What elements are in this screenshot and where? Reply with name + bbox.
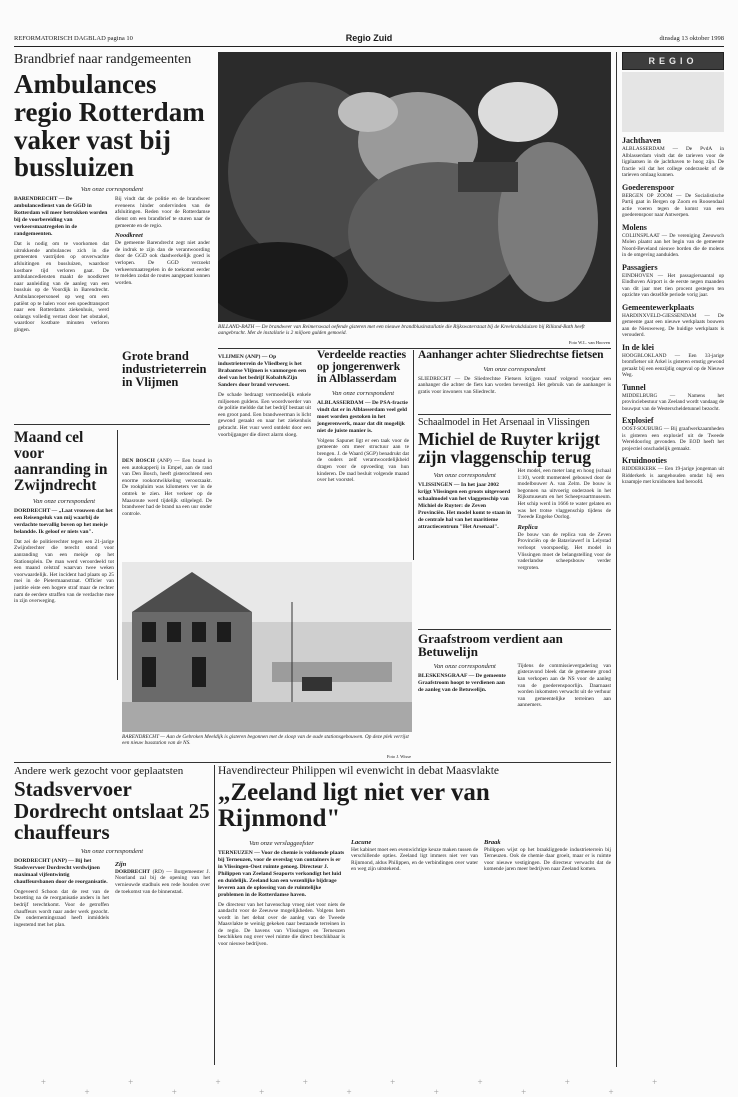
article-lead: ALBLASSERDAM — De PSA-fractie vindt dat er in Alblasserdam veel geld moet worden gestoken in het jongerenwerk, maar dat dit mogelijk niet de juiste manier is. [317, 399, 408, 434]
sidebar-item [622, 343, 724, 379]
sidebar-item-text: HARDINXVELD-GIESSENDAM — De gemeente gaat een nieuwe werkplaats bouwen aan de Nieuweweg. De huidige werkplaats is verouderd. [622, 312, 724, 338]
divider [413, 350, 414, 560]
article-columns [218, 836, 611, 948]
article-michiel-de-ruyter [418, 417, 611, 627]
article-body-2: Het kabinet moet een evenwichtige keuze maken tussen de verschillende opties. Zeeland ligt immers niet ver van Rijnmond, aldus Philippen, en de verbindingen over water en weg zijn uitstekend. [351, 846, 478, 873]
sidebar-item-title: Passagiers [622, 262, 658, 272]
byline: Van onze correspondent [80, 186, 144, 194]
divider [14, 762, 611, 763]
sidebar-item-text: EINDHOVEN — Het passagiersaantal op Eindhoven Airport is de eerste negen maanden van dit jaar met tien procent gestegen ten opzichte van dezelfde periode vorig jaar. [622, 272, 724, 298]
article-kicker: Schaalmodel in Het Arsenaal in Vlissingen [418, 417, 590, 428]
sidebar-item-text: HOOGBLOKLAND — Een 33-jarige bromfietser uit Arkel is gisteren ernstig gewond geraakt bij een eenzijdig ongeval op de Nieuwe Weg. [622, 352, 724, 378]
brief-label: DEN BOSCH [122, 458, 155, 464]
article-columns [14, 196, 210, 333]
brief-den-bosch [122, 458, 212, 538]
byline: Van onze correspondent [32, 497, 96, 505]
article-stadsvervoer [14, 765, 210, 1070]
article-lead: TERNEUZEN — Voor de chemie is voldoende plaats bij Terneuzen, voor de overslag van containers is er in Vlissingen-Oost ruimte genoeg. Directeur J. Philippen van Zeeland Seaports verkondigt het luid en duidelijk. Zeeland kan een wezenlijke bijdrage leveren aan de oplossing van de ruimtelijke problemen in de Rotterdamse haven. [218, 849, 345, 898]
article-brand-vlijmen [122, 350, 214, 450]
article-lead: VLIJMEN (ANP) — Op industrieterrein de Vliedberg is het Brabantse Vlijmen is vanmorgen een deel van het bedrijf Kobalt&Zijn Sanders door brand verwoest. [218, 354, 307, 388]
sidebar-item-text: RIDDERKERK — Een 19-jarige jongeman uit Ridderkerk is aangehouden omdat hij een kraampje met kruidnoten had beroofd. [622, 466, 724, 485]
sidebar-item-title: Gemeentewerkplaats [622, 302, 694, 312]
station-photo-caption: BARENDRECHT — Aan de Gebroken Meeldijk is gisteren begonnen met de sloop van de oude stationsgebouwen. Op deze plek verrijst een nieuw busstation van de NS. [122, 734, 409, 747]
photo-firefighters [218, 52, 611, 322]
sidebar-logo: REGIO [622, 52, 724, 70]
article-body: SLIEDRECHT — De Sliedrechtse Fietsers krijgen vanaf volgend voorjaar een aanhanger die achter de fiets kan worden bevestigd. Het gebruik van de aanhanger is gratis voor inwoners van Sliedrecht. [418, 375, 611, 396]
article-lead: DORDRECHT (ANP) — Bij het Stadsvervoer Dordrecht verdwijnen maximaal vijfentwintig chauffeursbanen door de reorganisatie. [14, 857, 108, 885]
article-lead: BARENDRECHT — De ambulancedienst van de GGD in Rotterdam wil meer betrokken worden bij de voorbereiding van verkeersmaatregelen in de randgemeenten. [14, 196, 108, 238]
sidebar-item [622, 183, 724, 219]
article-columns [418, 468, 611, 571]
divider [418, 629, 611, 630]
sidebar-item-text: ALBLASSERDAM — De PvdA in Alblasserdam vindt dat de tarieven voor de ligplaatsen in de jachthaven te hoog zijn. De fractie wil dat het college onderzoekt of de tarieven omlaag kunnen. [622, 146, 724, 178]
header-left: REFORMATORISCH DAGBLAD pagina 10 [14, 35, 133, 42]
article-headline: Verdeelde reacties op jongerenwerk in Alblasserdam [317, 350, 407, 385]
article-body: Dat is nodig om te voorkomen dat uitrukkende ambulances zich in die gemeenten vastrijden op onverwachte afsluitingen en bussluizen, waardoor kostbare tijd verloren gaat. De ambulancediensten maakt de noodkreet naar aanleiding van de aanleg van een bussluis op de Voordijk in Barendrecht. Ambulancepersoneel op weg om een patiënt op te halen voor een spoedtransport naar een Rotterdams ziekenhuis, werd onlangs volledig verrast door het obstakel, waardoor kostbare minuten verloren gingen. [14, 241, 109, 333]
article-body: Het model, een meter lang en hoog (schaal 1:10), wordt momenteel gebouwd door de modelbouwer A. van Zelm. De bouw is begonnen na uitvoerig onderzoek in het Rijksmuseum en het Scheepvaartmuseum. Het schip werd in 1666 te water gelaten en was het trotse vlaggenschip tijdens de Tweede Engelse Oorlog. [517, 468, 611, 521]
article-body-2: De bouw van de replica van de Zeven Provinciën op de Bataviawerf in Lelystad verloopt voorspoedig. Het model in Vlissingen moet de belangstelling voor de vaderlandse scheepsbouw verder vergroten. [517, 531, 611, 571]
article-headline: Aanhanger achter Sliedrechtse fietsen [418, 350, 604, 361]
photo-credit: Foto W.L. van Hooven [568, 340, 610, 345]
subheading: Zijn [115, 860, 127, 868]
article-graafstroom [418, 632, 611, 762]
sidebar-items [622, 136, 724, 486]
sidebar-item [622, 136, 724, 179]
article-body-2: De gemeente Barendrecht zegt niet ander de indruk te zijn dan de verantwoording door de GGD ook daadwerkelijk goed is verlopen. De GGD verzoekt verkeersmaatregelen in de toekomst eerder te melden zodat de routes aangepast kunnen worden. [115, 240, 210, 286]
photo-station-building [122, 562, 412, 732]
article-body: Ongeveerd Schoon dat de rest van de bezetting na de reorganisatie anders in het bedrijf terechtkomt. Voor de getroffen chauffeurs wordt naar ander werk gezocht. De ondernemingsraad heeft inmiddels ingestemd met het plan. [14, 888, 109, 928]
sidebar-item-title: In de klei [622, 342, 655, 352]
divider [117, 430, 118, 680]
article-aanhanger [418, 350, 611, 412]
sidebar-item-text: COLIJNSPLAAT — De vereniging Zeeuwsch Molen plaatst aan het begin van de gemeente Noord-Beveland nieuwe borden die de molens in de omgeving aanduiden. [622, 232, 724, 258]
header-section: Regio Zuid [345, 33, 393, 43]
divider [418, 414, 611, 415]
newspaper-page [14, 32, 724, 1097]
sidebar-item-title: Kruidnooties [622, 456, 667, 465]
page-footer-marks: + + + + + + + + + + + + + + + [40, 1077, 698, 1097]
sidebar-logo-space [622, 72, 724, 132]
page-header [14, 32, 724, 47]
sidebar-regio [622, 52, 724, 1067]
header-date: dinsdag 13 oktober 1998 [659, 35, 724, 42]
byline: Van onze correspondent [483, 365, 546, 373]
article-columns [14, 858, 210, 929]
article-lead: DORDRECHT — „Laat vrouwen dat het een Reisengeluk van mij waarbij de verdachte toevallig boven op het meisje belandde. Ik geloof er niets van". [14, 507, 113, 535]
article-kicker: Andere werk gezocht voor geplaatsten [14, 765, 184, 777]
divider [616, 52, 617, 1067]
divider [218, 348, 611, 349]
article-columns [418, 659, 611, 709]
divider [214, 765, 215, 1065]
subheading-2: Braak [484, 838, 501, 846]
sidebar-item-title: Molens [622, 222, 647, 232]
sidebar-item [622, 416, 724, 452]
article-headline: Michiel de Ruyter krijgt zijn vlaggenschip terug [418, 429, 600, 468]
article-headline: Maand cel voor aanranding in Zwijndrecht [14, 430, 108, 494]
photo-credit: Foto J. Wisse [386, 754, 411, 759]
sidebar-item-text: MIDDELBURG — Namens het provinciebestuur van Zeeland wordt vandaag de bouwput van de Westerscheldetunnel bezocht. [622, 392, 724, 412]
sidebar-item [622, 456, 724, 486]
sidebar-item-text: OOST-SOUBURG — Bij graafwerkzaamheden is gisteren een explosief uit de Tweede Wereldoorlog gevonden. De EOD heeft het projectiel onschadelijk gemaakt. [622, 426, 724, 452]
sidebar-item-title: Goederenspoor [622, 182, 675, 192]
article-aanranding [14, 430, 114, 680]
main-photo [218, 52, 611, 322]
article-kicker: Brandbrief naar randgemeenten [14, 52, 192, 67]
sidebar-item [622, 383, 724, 413]
article-headline: „Zeeland ligt niet ver van Rijnmond" [218, 779, 490, 832]
subheading: Lacune [351, 838, 372, 846]
article-body: De schade bedraagt vermoedelijk enkele miljoenen guldens. Een woordvoerder van de politie meldde dat het bedrijf bestaat uit een groot pand. Een brandweerman is licht gewond geraakt en naar het ziekenhuis gebracht. Het vuur werd ontdekt door een voorbijganger die direct alarm sloeg. [218, 392, 311, 438]
station-photo [122, 562, 412, 732]
byline: Van onze correspondent [433, 662, 496, 670]
article-brand-vlijmen-body [218, 350, 311, 560]
article-kicker: Havendirecteur Philippen wil evenwicht in debat Maasvlakte [218, 765, 500, 777]
main-photo-caption: BILLAND-BATH — De brandweer van Reimerswaal oefende gisteren met een nieuwe brandblusinstallatie die Rijkswaterstaat bij de Kreekrakdsluizen bij Rilland-Bath heeft aangebracht. Met de installatie is 2 miljoen gulden gemoeid. [218, 324, 585, 337]
sidebar-item-title: Explosief [622, 416, 654, 425]
sidebar-item [622, 303, 724, 339]
byline: Van onze correspondent [331, 389, 395, 397]
article-zeeland [218, 765, 611, 1070]
sidebar-item [622, 263, 724, 299]
article-jongerenwerk [317, 350, 409, 560]
article-body: Tijdens de commissievergadering van gisteravond bleek dat de gemeente grond kan verkopen aan de NS voor de aanleg van de goederenspoorlijn. Daarnaast worden inkomsten verwacht uit de verhuur van gemeentelijke terreinen aan aannemers. [517, 662, 611, 709]
brief-label: DORDRECHT [115, 868, 151, 875]
byline: Van onze correspondent [80, 847, 144, 855]
sidebar-item [622, 223, 724, 259]
sidebar-item-title: Tunnel [622, 382, 646, 392]
article-body-cont: Bij vindt dat de politie en de brandweer eveneens hinder ondervinden van de afsluitingen. Reden voor de Rotterdamse dienst om een brandbrief te sturen naar de gemeente en de regio. [115, 196, 210, 229]
article-headline: Grote brand industrieterrein in Vlijmen [122, 350, 207, 389]
sidebar-item-text: BERGEN OP ZOOM — De Socialistische Partij gaat in Bergen op Zoom en Roosendaal actie voeren tegen de komst van een goederenspoor naar Antwerpen. [622, 192, 724, 218]
article-headline: Ambulances regio Rotterdam vaker vast bij bussluizen [14, 69, 205, 183]
article-body: Volgens Sapunet ligt er een taak voor de gemeente om meer structuur aan te brengen. J. de Waard (SGP) benadrukt dat de ouders zelf verantwoordelijkheid dragen voor de opvoeding van hun kinderen. De raad besluit volgende maand over het voorstel. [317, 437, 409, 484]
byline: Van onze correspondent [433, 472, 496, 480]
article-headline: Graafstroom verdient aan Betuwelijn [418, 632, 563, 660]
article-body: De directeur van het havenschap vroeg niet voor niets de aandacht voor de Zeeuwse mogelijkheden. Volgens hem wordt in het debat over de aanleg van de Tweede Maasvlakte te weinig gekeken naar bestaande terreinen in de regio. De havens van Vlissingen en Terneuzen beschikken nog over veel ruimte die direct beschikbaar is voor nieuwe bedrijven. [218, 901, 345, 948]
subheading: Replica [517, 523, 538, 531]
subheading: Noodkreet [115, 232, 143, 240]
brief-text: (RD) — Burgemeester J. Noorland zal bij de opening van het vernieuwde stadhuis een rede houden over de toekomst van de binnenstad. [115, 868, 210, 895]
article-headline: Stadsvervoer Dordrecht ontslaat 25 chauffeurs [14, 777, 210, 845]
article-lead: BLESKENSGRAAF — De gemeente Graafstroom hoopt te verdienen aan de aanleg van de Betuwelijn. [418, 672, 506, 693]
byline: Van onze verslaggeefster [249, 839, 314, 847]
brief-text: (ANP) — Een brand in een autokapperij in Empel, aan de rand van Den Bosch, heeft gisterochtend een enorme rookontwikkeling veroorzaakt. De rookpluim was kilometers ver in de omtrek te zien. Het verkeer op de Maasroute werd tijdelijk stilgelegd. De brandweer had de brand na een uur onder controle. [122, 458, 212, 517]
sidebar-item-title: Jachthaven [622, 136, 662, 145]
article-lead: VLISSINGEN — In het jaar 2002 krijgt Vlissingen een groots uitgevoerd schaalmodel van het vlaggenschip van Michiel de Ruyter: de Zeven Provinciën. Het model komt te staan in de centrale hal van het maritieme attractiecentrum "Het Arsenaal". [418, 482, 511, 531]
article-body-3: Philippen wijst op het braakliggende industrieterrein bij Terneuzen. Ook de chemie daar groeit, maar er is ruimte voor nieuwe vestigingen. De directeur verwacht dat de komende jaren meer bedrijven naar Zeeland komen. [484, 846, 611, 873]
article-body: Dat zei de politierechter tegen een 21-jarige Zwijndrechter die terecht stond voor aanranding van een meisje op het Stationsplein. De man werd veroordeeld tot een maand celstraf waarvan twee weken voorwaardelijk. Het incident had plaats op 25 mei in de Pietermaanstraat. Officier van justitie eiste een hogere straf maar de rechter nam de eerdere straffen van de verdachte mee in zijn overweging. [14, 538, 114, 605]
